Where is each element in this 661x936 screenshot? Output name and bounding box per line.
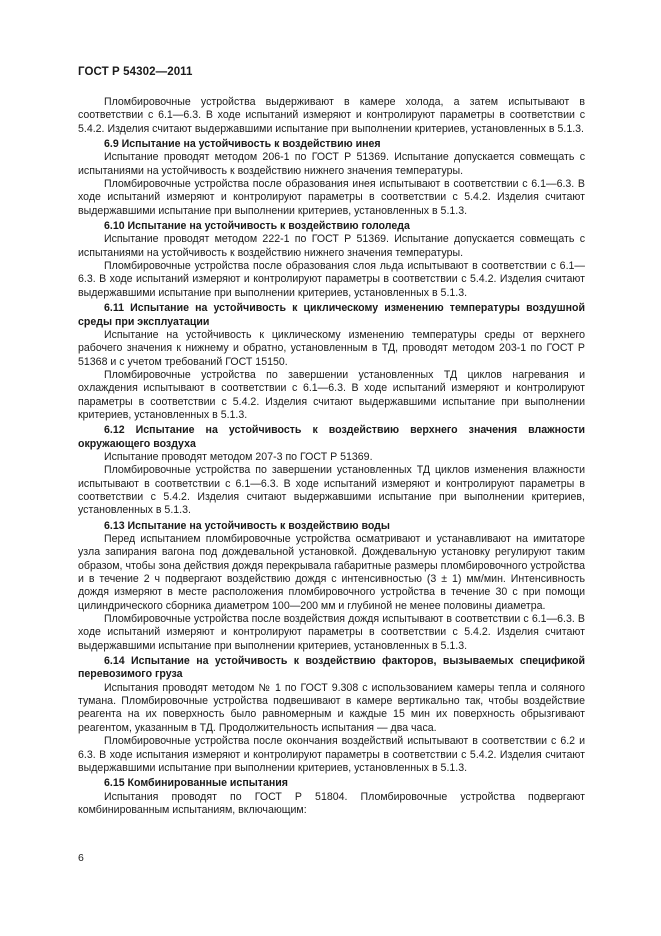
paragraph: Испытание на устойчивость к циклическому изменению температуры среды от верхнего рабочего значения к нижнему и обратно, установленным в ТД, проводят методом 203-1 по ГОСТ Р 51368 и с учетом требований ГОСТ 15150. bbox=[78, 328, 585, 368]
section-heading-6-9: 6.9 Испытание на устойчивость к воздействию инея bbox=[104, 138, 381, 151]
section-heading-6-14: 6.14 Испытание на устойчивость к воздействию факторов, вызываемых спецификой перевозимого груза bbox=[78, 655, 585, 681]
paragraph: Испытание проводят методом 206-1 по ГОСТ Р 51369. Испытание допускается совмещать с испытаниями на устойчивость к воздействию нижнего значения температуры. bbox=[78, 151, 585, 177]
section-heading-6-11: 6.11 Испытание на устойчивость к циклическому изменению температуры воздушной среды при эксплуатации bbox=[78, 302, 585, 328]
paragraph: Испытания проводят по ГОСТ Р 51804. Пломбировочные устройства подвергают комбинированным испытаниям, включающим: bbox=[78, 790, 585, 816]
section-heading-6-12: 6.12 Испытание на устойчивость к воздействию верхнего значения влажности окружающего воздуха bbox=[78, 424, 585, 450]
paragraph: Испытание проводят методом 222-1 по ГОСТ Р 51369. Испытание допускается совмещать с испытаниями на устойчивость к воздействию нижнего значения температуры. bbox=[78, 233, 585, 259]
section-heading-6-13: 6.13 Испытание на устойчивость к воздействию воды bbox=[104, 519, 390, 532]
paragraph: Пломбировочные устройства выдерживают в камере холода, а затем испытывают в соответствии с 6.1—6.3. В ходе испытаний измеряют и контролируют параметры в соответствии с 5.4.2. Изделия считают выдержавшими испытание при выполнении критериев, установленных в 5.1.3. bbox=[78, 96, 585, 135]
page-number: 6 bbox=[78, 852, 84, 864]
paragraph: Испытания проводят методом № 1 по ГОСТ 9.308 с использованием камеры тепла и соляного тумана. Пломбировочные устройства подвешивают в камере вертикально так, чтобы воздействие реагента на их поверхность было равномерным и каждые 15 мин их поверхность обрызгивают реагентом, указанным в ТД. Продолжительность испытания — два часа. bbox=[78, 681, 585, 734]
paragraph: Пломбировочные устройства по завершении установленных ТД циклов изменения влажности испытывают в соответствии с 6.1—6.3. В ходе испытаний измеряют и контролируют параметры в соответствии с 5.4.2. Изделия считают выдержавшими испытание при выполнении критериев, установленных в 5.1.3. bbox=[78, 464, 585, 517]
paragraph: Испытание проводят методом 207-3 по ГОСТ Р 51369. bbox=[104, 450, 373, 463]
paragraph: Пломбировочные устройства после образования слоя льда испытывают в соответствии с 6.1—6.3. В ходе испытаний измеряют и контролируют параметры в соответствии с 5.4.2. Изделия считают выдержавшими испытание при выполнении критериев, установленных в 5.1.3. bbox=[78, 260, 585, 299]
document-header: ГОСТ Р 54302—2011 bbox=[78, 66, 193, 78]
paragraph: Пломбировочные устройства после образования инея испытывают в соответствии с 6.1—6.3. В ходе испытаний измеряют и контролируют параметры в соответствии с 5.4.2. Изделия считают выдержавшими испытание при выполнении критериев, установленных в 5.1.3. bbox=[78, 178, 585, 217]
section-heading-6-10: 6.10 Испытание на устойчивость к воздействию гололеда bbox=[104, 220, 410, 233]
document-body bbox=[78, 96, 585, 817]
section-heading-6-15: 6.15 Комбинированные испытания bbox=[104, 777, 288, 790]
paragraph: Пломбировочные устройства по завершении установленных ТД циклов нагревания и охлаждения испытывают в соответствии с 6.1—6.3. В ходе испытаний измеряют и контролируют параметры в соответствии с 5.4.2. Изделия считают выдержавшими испытание при выполнении критериев, установленных в 5.1.3. bbox=[78, 368, 585, 421]
paragraph: Перед испытанием пломбировочные устройства осматривают и устанавливают на имитаторе узла запирания вагона под дождевальной установкой. Дождевальную установку регулируют таким образом, чтобы зона действия дождя перекрывала габаритные размеры пломбировочного устройства и в течение 2 ч подвергают воздействию дождя с интенсивностью (3 ± 1) мм/мин. Интенсивность дождя измеряют в месте расположения пломбировочного устройства в течение 30 с при помощи цилиндрического сборника диаметром 100—200 мм и глубиной не менее половины диаметра. bbox=[78, 533, 585, 612]
paragraph: Пломбировочные устройства после воздействия дождя испытывают в соответствии с 6.1—6.3. В ходе испытаний измеряют и контролируют параметры в соответствии с 5.4.2. Изделия считают выдержавшими испытание при выполнении критериев, установленных в 5.1.3. bbox=[78, 613, 585, 652]
paragraph: Пломбировочные устройства после окончания воздействий испытывают в соответствии с 6.2 и 6.3. В ходе испытания измеряют и контролируют параметры в соответствии с 5.4.2. Изделия считают выдержавшими испытание при выполнении критериев, установленных в 5.1.3. bbox=[78, 735, 585, 774]
